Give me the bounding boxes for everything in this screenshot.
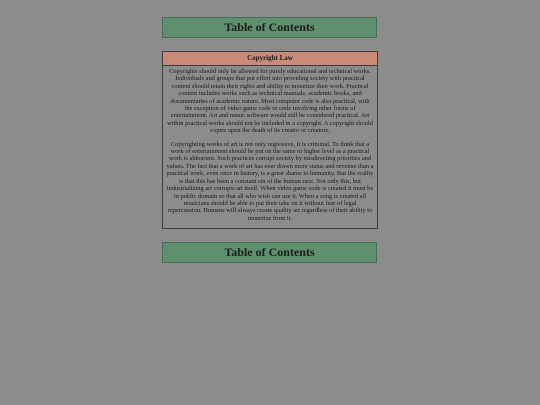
article-body: [163, 66, 377, 222]
article-panel: [162, 51, 378, 229]
article-title: Copyright Law: [163, 52, 377, 66]
table-of-contents-button-bottom[interactable]: Table of Contents: [162, 242, 377, 263]
article-paragraph: Copyrighting works of art is not only regressive, it is criminal. To think that a work of entertainment should be put on the same or higher level as a practical work is abhorrent. Such practices corrupt society by misdirecting priorities and values. The fact that a work of art has ever drawn more status and revenue than a practical work, even once in history, is a great shame to humanity. But the reality is that this has been a constant sin of the human race. Not only this, but industrializing art corrupts art itself. When video game code is created it must be in public domain so that all who wish can use it. When a song is created all musicians should be able to put their take on it without fear of legal repercussion. Humans will always create quality art regardless of their ability to monetize from it.: [166, 140, 374, 222]
table-of-contents-button-top[interactable]: Table of Contents: [162, 17, 377, 38]
article-paragraph: Copyrights should only be allowed for purely educational and technical works. Individuals and groups that put effort into providing society with practical content should retain their rights and ability to monetize their work. Practical content includes works such as technical manuals, academic books, and documentaries of academic nature. Most computer code is also practical, with the exception of video game code or code involving other forms of entertainment. Art and music software would still be considered practical. Art within practical works should not be included in a copyright. A copyright should expire upon the death of its creator or creators.: [167, 68, 373, 135]
